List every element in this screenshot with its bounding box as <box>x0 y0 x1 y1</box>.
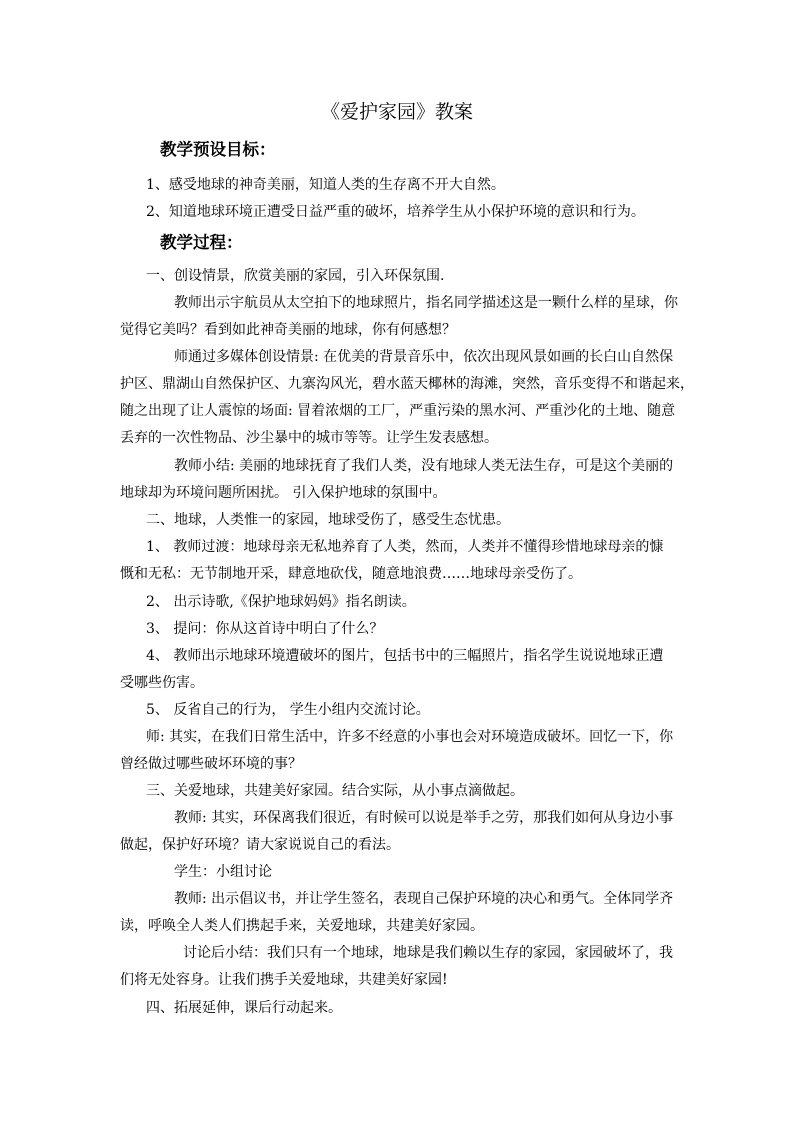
paragraph-line: 学生：小组讨论 <box>174 864 272 880</box>
paragraph-line: 地球却为环境问题所困扰。 引入保护地球的氛围中。 <box>120 485 447 501</box>
paragraph-line: 受哪些伤害。 <box>120 675 204 691</box>
paragraph-line: 师: 其实，在我们日常生活中，许多不经意的小事也会对环境造成破坏。回忆一下，你 <box>146 729 674 745</box>
goal-item: 2、知道地球环境正遭受日益严重的破坏，培养学生从小保护环境的意识和行为。 <box>146 204 645 220</box>
paragraph-line: 觉得它美吗？看到如此神奇美丽的地球，你有何感想？ <box>120 322 456 338</box>
paragraph-line: 护区、鼎湖山自然保护区、九寨沟风光，碧水蓝天椰林的海滩，突然，音乐变得不和谐起来， <box>120 376 694 392</box>
list-item: 1、 教师过渡：地球母亲无私地养育了人类，然而，人类并不懂得珍惜地球母亲的慷 <box>146 539 664 555</box>
paragraph-line: 教师小结: 美丽的地球抚育了我们人类，没有地球人类无法生存，可是这个美丽的 <box>174 458 674 474</box>
goal-item: 1、感受地球的神奇美丽，知道人类的生存离不开大自然。 <box>146 177 505 193</box>
goals-heading: 教学预设目标： <box>160 140 276 159</box>
section-heading: 三、关爱地球，共建美好家园。结合实际，从小事点滴做起。 <box>146 783 524 799</box>
paragraph-line: 教师: 出示倡议书，并让学生签名，表现自己保护环境的决心和勇气。全体同学齐 <box>174 891 674 907</box>
paragraph-line: 教师出示宇航员从太空拍下的地球照片，指名同学描述这是一颗什么样的星球，你 <box>174 295 678 311</box>
paragraph-line: 慨和无私：无节制地开采，肆意地砍伐，随意地浪费……地球母亲受伤了。 <box>120 566 582 582</box>
list-item: 2、 出示诗歌,《保护地球妈妈》指名朗读。 <box>146 594 416 610</box>
section-heading: 二、地球，人类惟一的家园，地球受伤了，感受生态忧患。 <box>146 512 510 528</box>
list-item: 4、 教师出示地球环境遭破坏的图片，包括书中的三幅照片，指名学生说说地球正遭 <box>146 648 664 664</box>
paragraph-line: 读，呼唤全人类人们携起手来，关爱地球，共建美好家园。 <box>120 918 484 934</box>
paragraph-line: 丢弃的一次性物品、沙尘暴中的城市等等。让学生发表感想。 <box>120 430 498 446</box>
section-heading: 四、拓展延伸，课后行动起来。 <box>146 1000 342 1016</box>
list-item: 3、 提问：你从这首诗中明白了什么？ <box>146 621 384 637</box>
paragraph-line: 讨论后小结：我们只有一个地球，地球是我们赖以生存的家园，家园破坏了，我 <box>183 945 673 961</box>
paragraph-line: 们将无处容身。让我们携手关爱地球，共建美好家园! <box>120 972 448 988</box>
list-item: 5、 反省自己的行为， 学生小组内交流讨论。 <box>146 702 430 718</box>
paragraph-line: 随之出现了让人震惊的场面: 冒着浓烟的工厂，严重污染的黑水河、严重沙化的土地、随意 <box>120 403 676 419</box>
process-heading: 教学过程： <box>160 233 243 252</box>
paragraph-line: 曾经做过哪些破坏环境的事？ <box>120 756 302 772</box>
section-heading: 一、创设情景，欣赏美丽的家园，引入环保氛围. <box>146 268 445 284</box>
paragraph-line: 教师: 其实，环保离我们很近，有时候可以说是举手之劳，那我们如何从身边小事 <box>174 810 674 826</box>
document-title: 《爱护家园》教案 <box>320 101 473 123</box>
paragraph-line: 师通过多媒体创设情景: 在优美的背景音乐中，依次出现风景如画的长白山自然保 <box>174 349 674 365</box>
paragraph-line: 做起，保护好环境？请大家说说自己的看法。 <box>120 837 400 853</box>
